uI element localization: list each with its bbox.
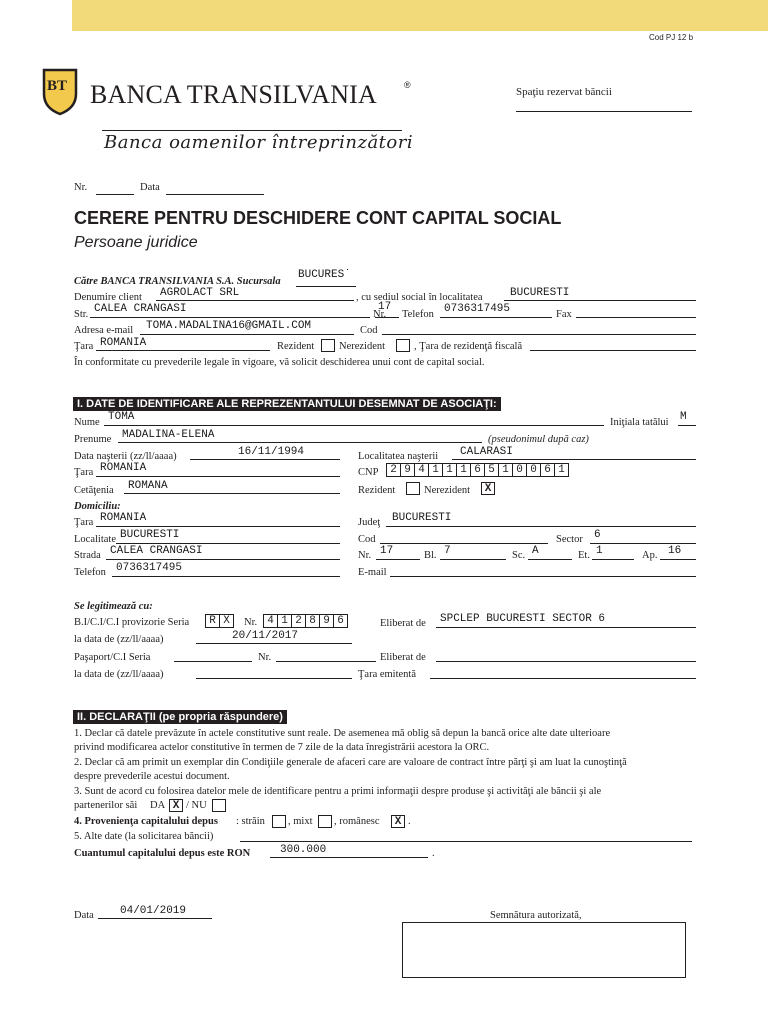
strain-checkbox[interactable] [272, 815, 286, 828]
str-value[interactable]: CALEA CRANGASI [94, 303, 187, 315]
nr-label: Nr. [74, 182, 88, 193]
email-line[interactable] [390, 576, 696, 577]
nume-value[interactable]: TOMA [108, 411, 135, 423]
bl-line [440, 559, 506, 560]
telefon-client-label: Telefon [402, 309, 434, 320]
nume-label: Nume [74, 417, 100, 428]
cnp-cell[interactable]: 1 [457, 464, 471, 476]
strain-label: : străin [236, 816, 265, 827]
str-line [90, 317, 370, 318]
rezident-client-label: Rezident [277, 341, 315, 352]
section1-title: I. DATE DE IDENTIFICARE ALE REPREZENTANTULUI DESEMNAT DE ASOCIAŢI: [73, 397, 501, 411]
signature-box[interactable] [402, 922, 686, 978]
mixt-label: , mixt [288, 816, 313, 827]
rezident-label: Rezident [358, 485, 396, 496]
nr-bi-cell[interactable]: 1 [278, 615, 292, 627]
parteneri-label: partenerilor săi [74, 800, 138, 811]
bank-logo [40, 66, 420, 156]
cetatenia-line [124, 493, 340, 494]
sector-line [590, 543, 696, 544]
telefon-value[interactable]: 0736317495 [116, 562, 183, 574]
reserved-label: Spaţiu rezervat băncii [516, 86, 612, 98]
data2-label: la data de (zz/ll/aaaa) [74, 669, 164, 680]
cnp-cell[interactable]: 6 [541, 464, 555, 476]
et-value[interactable]: 1 [596, 545, 603, 557]
dom-tara-value[interactable]: ROMANIA [100, 512, 147, 524]
seria-cells[interactable] [205, 614, 234, 628]
email-client-label: Adresa e-mail [74, 325, 134, 336]
tara-emitenta-label: Ţara emitentă [358, 669, 417, 680]
data-nasterii-value[interactable]: 16/11/1994 [238, 446, 305, 458]
cuantum-line [270, 857, 428, 858]
localitate-label: Localitate [74, 534, 116, 545]
loc-nasterii-line [452, 459, 696, 460]
romanesc-label: , românesc [334, 816, 380, 827]
et-label: Et. [578, 550, 590, 561]
telefon-client-line [440, 317, 552, 318]
tara-line [96, 476, 340, 477]
nr-bi-label: Nr. [244, 617, 258, 628]
data-emitere-label: la data de (zz/ll/aaaa) [74, 634, 164, 645]
strada-label: Strada [74, 550, 101, 561]
domiciliu-label: Domiciliu: [74, 501, 121, 512]
nr-bi-cell[interactable]: 9 [320, 615, 334, 627]
cnp-cell[interactable]: 5 [485, 464, 499, 476]
cnp-cell[interactable]: 1 [499, 464, 513, 476]
et-line [592, 559, 634, 560]
nerezident-client-label: Nerezident [339, 341, 386, 352]
page-title: CERERE PENTRU DESCHIDERE CONT CAPITAL SOCIAL [74, 208, 562, 228]
page-subtitle: Persoane juridice [74, 234, 198, 251]
sediu-value[interactable]: BUCURESTI [510, 287, 570, 299]
cnp-cell[interactable]: 6 [471, 464, 485, 476]
cnp-cell[interactable]: 1 [429, 464, 443, 476]
header-band [72, 0, 768, 31]
cnp-cell[interactable]: 0 [527, 464, 541, 476]
denumire-value[interactable]: AGROLACT SRL [160, 287, 240, 299]
pasaport-seria-line[interactable] [174, 661, 252, 662]
nr-line-dom [376, 559, 420, 560]
eliberat-label: Eliberat de [380, 618, 426, 629]
cuantum-value[interactable]: 300.000 [280, 844, 327, 856]
nr-bi-cell[interactable]: 4 [264, 615, 278, 627]
denumire-line [156, 300, 354, 301]
data2-line[interactable] [196, 678, 352, 679]
declaration-line: despre prevederile acestui document. [74, 771, 230, 783]
eliberat-value[interactable]: SPCLEP BUCURESTI SECTOR 6 [440, 613, 606, 625]
prenume-line [118, 442, 482, 443]
dom-tara-line [96, 526, 340, 527]
nr-client-line [375, 317, 399, 318]
declaration-line: 3. Sunt de acord cu folosirea datelor mele de identificare pentru a primi informaţii despre produse şi activităţi ale băncii şi ale [74, 785, 602, 797]
nr-client-value[interactable]: 17 [378, 301, 392, 313]
seria-cell[interactable]: X [223, 615, 230, 627]
romanesc-checkbox[interactable]: X [391, 815, 405, 828]
str-label: Str. [74, 309, 89, 320]
section2-title: II. DECLARAŢII (pe propria răspundere) [73, 710, 287, 724]
sediu-line [504, 300, 696, 301]
da-label: DA [150, 800, 166, 811]
form-code: Cod PJ 12 b [649, 33, 694, 42]
tara-value[interactable]: ROMANIA [100, 462, 147, 474]
sc-value[interactable]: A [532, 545, 539, 557]
sector-label: Sector [556, 534, 583, 545]
conformitate-text: În conformitate cu prevederile legale în vigoare, vă solicit deschiderea unui cont de capital social. [74, 357, 485, 368]
pseudonim-label: (pseudonimul după caz) [488, 434, 589, 445]
footer-data-label: Data [74, 910, 94, 921]
telefon-client-value[interactable]: 0736317495 [444, 303, 511, 315]
eliberat2-line[interactable] [436, 661, 696, 662]
prenume-value[interactable]: MADALINA-ELENA [122, 429, 215, 441]
bi-label: B.I/C.I/C.I provizorie Seria [74, 617, 190, 628]
data-label: Data [140, 182, 160, 193]
nu-checkbox[interactable] [212, 799, 226, 812]
nr-label-dom: Nr. [358, 550, 372, 561]
localitate-line [116, 543, 340, 544]
ap-value[interactable]: 16 [668, 545, 682, 557]
cnp-cell[interactable]: 1 [443, 464, 457, 476]
seria-cell[interactable]: R [206, 615, 220, 627]
cnp-cell[interactable]: 1 [558, 464, 565, 476]
footer-data-value[interactable]: 04/01/2019 [120, 905, 187, 917]
telefon-line [112, 576, 340, 577]
cod-label: Cod [358, 534, 376, 545]
footer-data-line [98, 918, 212, 919]
strada-line [106, 559, 340, 560]
prenume-label: Prenume [74, 434, 112, 445]
cnp-cell[interactable]: 2 [387, 464, 401, 476]
nr-pasaport-line[interactable] [276, 661, 376, 662]
tara-fiscala-line[interactable] [530, 350, 696, 351]
nr-bi-cell[interactable]: 8 [306, 615, 320, 627]
initiala-line [678, 425, 696, 426]
tara-label: Ţara [74, 467, 94, 478]
nr-bi-cell[interactable]: 2 [292, 615, 306, 627]
nerezident-label: Nerezident [424, 485, 471, 496]
nr-pasaport-label: Nr. [258, 652, 272, 663]
ap-label: Ap. [642, 550, 658, 561]
initiala-value[interactable]: M [680, 411, 687, 423]
loc-nasterii-value[interactable]: CALARASI [460, 446, 513, 458]
eliberat2-label: Eliberat de [380, 652, 426, 663]
email-client-value[interactable]: TOMA.MADALINA16@GMAIL.COM [146, 320, 312, 332]
judet-line [386, 526, 696, 527]
nume-line [104, 425, 604, 426]
declaration-line: privind modificarea actelor constitutive în termen de 7 zile de la data înregistrării acestora la ORC. [74, 742, 490, 754]
da-checkbox[interactable]: X [169, 799, 183, 812]
nr-bi-cell[interactable]: 6 [337, 615, 344, 627]
logo-mark: BT [47, 78, 68, 94]
romanesc-period: . [408, 816, 411, 827]
logo-name: BANCA TRANSILVANIA [90, 80, 378, 109]
logo-registered: ® [404, 80, 411, 90]
bl-value[interactable]: 7 [444, 545, 451, 557]
judet-value[interactable]: BUCURESTI [392, 512, 452, 524]
cod-client-label: Cod [360, 325, 378, 336]
nr-value-dom[interactable]: 17 [380, 545, 394, 557]
logo-slogan: Banca oamenilor întreprinzători [104, 132, 414, 153]
bl-label: Bl. [424, 550, 437, 561]
cod-line[interactable] [380, 543, 548, 544]
cetatenia-value[interactable]: ROMANA [128, 480, 168, 492]
cuantum-period: . [432, 848, 435, 859]
slogan-underline [102, 130, 402, 131]
ap-line [660, 559, 696, 560]
declaration-line: 2. Declar că am primit un exemplar din Condiţiile generale de afaceri care are valoare de contract între părţi şi am luat la cunoştinţă [74, 756, 627, 768]
reserved-line [516, 111, 692, 112]
declaration-line: 1. Declar că datele prevăzute în actele constitutive sunt reale. De asemenea mă oblig să depun la bancă orice alte date ulterioare [74, 728, 611, 739]
nr-cells[interactable] [263, 614, 348, 628]
data-line[interactable] [166, 194, 264, 195]
loc-nasterii-label: Localitatea naşterii [358, 451, 439, 462]
sucursala-value[interactable]: BUCURES˙ [298, 269, 351, 281]
cnp-cells[interactable] [386, 463, 569, 477]
mixt-checkbox[interactable] [318, 815, 332, 828]
judet-label: Judeţ [358, 517, 381, 528]
dom-tara-label: Ţara [74, 517, 94, 528]
legitimare-heading: Se legitimează cu: [74, 601, 153, 612]
eliberat-line [436, 627, 696, 628]
telefon-label: Telefon [74, 567, 106, 578]
fax-line[interactable] [576, 317, 696, 318]
catre-label: Către BANCA TRANSILVANIA S.A. Sucursala [74, 276, 281, 287]
data-emitere-line [196, 643, 352, 644]
denumire-label: Denumire client [74, 292, 142, 303]
cetatenia-label: Cetăţenia [74, 485, 114, 496]
tara-client-line [96, 350, 270, 351]
nerezident-checkbox[interactable]: X [481, 482, 495, 495]
cnp-cell[interactable]: 9 [401, 464, 415, 476]
fax-label: Fax [556, 309, 572, 320]
email-label: E-mail [358, 567, 387, 578]
initiala-label: Iniţiala tatălui [610, 417, 669, 428]
sc-label: Sc. [512, 550, 526, 561]
strada-value[interactable]: CALEA CRANGASI [110, 545, 203, 557]
localitate-value[interactable]: BUCURESTI [120, 529, 180, 541]
sediu-label: , cu sediul social în localitatea [356, 292, 483, 303]
rezident-checkbox[interactable] [406, 482, 420, 495]
tara-client-value[interactable]: ROMANIA [100, 337, 147, 349]
alte-date-line[interactable] [240, 841, 692, 842]
cnp-cell[interactable]: 0 [513, 464, 527, 476]
rezident-client-checkbox[interactable] [321, 339, 335, 352]
data-nasterii-line [190, 459, 340, 460]
alte-date-label: 5. Alte date (la solicitarea băncii) [74, 831, 214, 842]
semnatura-label: Semnătura autorizată, [490, 910, 582, 921]
sc-line [528, 559, 572, 560]
provenienta-label: 4. Provenienţa capitalului depus [74, 816, 218, 827]
tara-emitenta-line[interactable] [430, 678, 696, 679]
tara-client-label: Ţara [74, 341, 94, 352]
data-emitere-value[interactable]: 20/11/2017 [232, 630, 299, 642]
nerezident-client-checkbox[interactable] [396, 339, 410, 352]
nr-line[interactable] [96, 194, 134, 195]
email-client-line [140, 334, 354, 335]
cnp-cell[interactable]: 4 [415, 464, 429, 476]
cod-client-line[interactable] [382, 334, 696, 335]
cnp-label: CNP [358, 467, 379, 478]
sucursala-line [296, 286, 356, 287]
nr-client-label: Nr. [373, 309, 387, 320]
pasaport-label: Paşaport/C.I Seria [74, 652, 151, 663]
tara-fiscala-label: , Ţara de rezidenţă fiscală [414, 341, 523, 352]
nu-label: / NU [186, 800, 207, 811]
data-nasterii-label: Data naşterii (zz/ll/aaaa) [74, 451, 177, 462]
sector-value[interactable]: 6 [594, 529, 601, 541]
cuantum-label: Cuantumul capitalului depus este RON [74, 848, 251, 859]
